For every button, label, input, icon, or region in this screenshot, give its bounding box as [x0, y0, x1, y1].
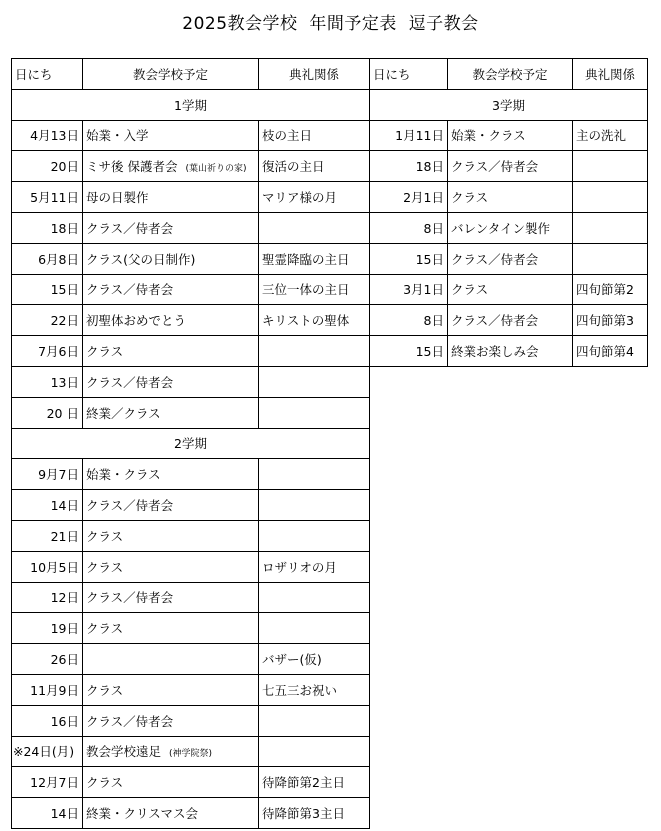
schedule-cell	[83, 582, 259, 613]
ceremony-cell	[573, 243, 648, 274]
date-cell: 9月7日	[12, 459, 83, 490]
date-cell: 13日	[12, 366, 83, 397]
schedule-table-right	[369, 58, 648, 367]
ceremony-cell	[573, 151, 648, 182]
ceremony-cell: 復活の主日	[259, 151, 370, 182]
date-cell: 20 日	[12, 397, 83, 428]
date-cell: 14日	[12, 798, 83, 829]
date-cell: 4月13日	[12, 120, 83, 151]
date-cell: 15日	[370, 336, 448, 367]
ceremony-cell: 四旬節第4	[573, 336, 648, 367]
date-cell: 10月5日	[12, 551, 83, 582]
schedule-cell	[83, 551, 259, 582]
table-row	[12, 305, 370, 336]
schedule-cell	[83, 305, 259, 336]
schedule-cell	[448, 274, 573, 305]
schedule-cell	[448, 151, 573, 182]
ceremony-cell: バザー(仮)	[259, 644, 370, 675]
ceremony-cell: 聖霊降臨の主日	[259, 243, 370, 274]
schedule-cell	[448, 120, 573, 151]
schedule-text: クラス／侍者会	[451, 251, 539, 267]
header-schedule: 教会学校予定	[83, 59, 259, 90]
schedule-cell	[83, 151, 259, 182]
header-schedule: 教会学校予定	[448, 59, 573, 90]
date-cell: 2月1日	[370, 182, 448, 213]
term-header-row	[12, 428, 370, 459]
header-date: 日にち	[12, 59, 83, 90]
table-row	[370, 151, 648, 182]
schedule-cell	[448, 336, 573, 367]
table-row	[370, 336, 648, 367]
header-ceremony: 典礼関係	[259, 59, 370, 90]
term-header-row	[370, 89, 648, 120]
schedule-cell	[83, 397, 259, 428]
schedule-cell	[448, 212, 573, 243]
ceremony-cell	[259, 736, 370, 767]
schedule-cell	[83, 490, 259, 521]
ceremony-cell: 待降節第3主日	[259, 798, 370, 829]
date-cell: 6月8日	[12, 243, 83, 274]
ceremony-cell: ロザリオの月	[259, 551, 370, 582]
schedule-text: クラス／侍者会	[86, 713, 174, 729]
table-row	[12, 120, 370, 151]
schedule-text: 初聖体おめでとう	[86, 313, 187, 329]
schedule-text: ミサ後 保護者会	[86, 159, 178, 175]
schedule-text: クラス	[86, 528, 124, 544]
date-cell: 3月1日	[370, 274, 448, 305]
schedule-text: 終業・クリスマス会	[86, 806, 199, 822]
schedule-text: 終業お楽しみ会	[451, 344, 539, 360]
schedule-cell	[83, 644, 259, 675]
table-row	[12, 212, 370, 243]
ceremony-cell	[573, 182, 648, 213]
table-row	[12, 459, 370, 490]
table-row	[12, 397, 370, 428]
schedule-text: 始業・クラス	[451, 128, 526, 144]
ceremony-cell	[259, 212, 370, 243]
schedule-text: クラス／侍者会	[86, 374, 174, 390]
schedule-cell	[83, 182, 259, 213]
schedule-cell	[83, 212, 259, 243]
date-cell: 18日	[370, 151, 448, 182]
date-cell: 19日	[12, 613, 83, 644]
ceremony-cell	[259, 366, 370, 397]
schedule-text: クラス／侍者会	[451, 313, 539, 329]
schedule-cell	[83, 613, 259, 644]
schedule-cell	[448, 305, 573, 336]
date-cell: ※24日(月)	[12, 736, 83, 767]
term-title: 1学期	[12, 89, 370, 120]
table-row	[370, 274, 648, 305]
schedule-text: クラス	[86, 682, 124, 698]
schedule-cell	[83, 520, 259, 551]
schedule-text: クラス	[86, 621, 124, 637]
schedule-text: クラス	[86, 344, 124, 360]
schedule-text: 終業／クラス	[86, 405, 161, 421]
ceremony-cell: 枝の主日	[259, 120, 370, 151]
date-cell: 7月6日	[12, 336, 83, 367]
ceremony-cell: 四旬節第2	[573, 274, 648, 305]
table-row	[12, 798, 370, 829]
table-row	[12, 336, 370, 367]
date-cell: 1月11日	[370, 120, 448, 151]
table-row	[12, 551, 370, 582]
date-cell: 21日	[12, 520, 83, 551]
ceremony-cell	[259, 705, 370, 736]
table-row	[12, 736, 370, 767]
schedule-table-left	[11, 58, 370, 829]
date-cell: 12月7日	[12, 767, 83, 798]
table-row	[370, 305, 648, 336]
ceremony-cell	[573, 212, 648, 243]
date-cell: 12日	[12, 582, 83, 613]
table-row	[370, 182, 648, 213]
term-title: 3学期	[370, 89, 648, 120]
date-cell: 8日	[370, 305, 448, 336]
schedule-cell	[83, 120, 259, 151]
table-row	[12, 490, 370, 521]
ceremony-cell	[259, 613, 370, 644]
table-row	[370, 243, 648, 274]
ceremony-cell	[259, 582, 370, 613]
schedule-text: クラス／侍者会	[86, 282, 174, 298]
table-row	[12, 767, 370, 798]
table-row	[12, 182, 370, 213]
ceremony-cell: キリストの聖体	[259, 305, 370, 336]
table-row	[12, 243, 370, 274]
schedule-cell	[83, 767, 259, 798]
ceremony-cell	[259, 490, 370, 521]
ceremony-cell	[259, 520, 370, 551]
term-title: 2学期	[12, 428, 370, 459]
schedule-text: クラス(父の日制作)	[86, 251, 196, 267]
schedule-text: 教会学校遠足	[86, 744, 162, 760]
table-row	[370, 120, 648, 151]
date-cell: 22日	[12, 305, 83, 336]
ceremony-cell: マリア様の月	[259, 182, 370, 213]
ceremony-cell: 三位一体の主日	[259, 274, 370, 305]
table-row	[12, 644, 370, 675]
date-cell: 5月11日	[12, 182, 83, 213]
date-cell: 18日	[12, 212, 83, 243]
table-row	[12, 674, 370, 705]
date-cell: 15日	[12, 274, 83, 305]
schedule-text: クラス	[86, 775, 124, 791]
date-cell: 8日	[370, 212, 448, 243]
table-row	[12, 520, 370, 551]
schedule-cell	[83, 274, 259, 305]
header-row	[370, 59, 648, 90]
header-row	[12, 59, 370, 90]
date-cell: 26日	[12, 644, 83, 675]
date-cell: 14日	[12, 490, 83, 521]
table-row	[12, 582, 370, 613]
schedule-text: クラス	[86, 559, 124, 575]
schedule-text: クラス／侍者会	[451, 159, 539, 175]
schedule-cell	[83, 459, 259, 490]
schedule-cell	[83, 705, 259, 736]
table-row	[12, 613, 370, 644]
ceremony-cell: 七五三お祝い	[259, 674, 370, 705]
schedule-text: 始業・クラス	[86, 467, 161, 483]
header-date: 日にち	[370, 59, 448, 90]
table-row	[12, 274, 370, 305]
header-ceremony: 典礼関係	[573, 59, 648, 90]
page-title: 2025教会学校 年間予定表 逗子教会	[182, 14, 479, 34]
schedule-cell	[83, 674, 259, 705]
date-cell: 20日	[12, 151, 83, 182]
schedule-note: (神学院祭)	[169, 749, 213, 760]
ceremony-cell: 主の洗礼	[573, 120, 648, 151]
term-header-row	[12, 89, 370, 120]
schedule-cell	[448, 182, 573, 213]
ceremony-cell: 四旬節第3	[573, 305, 648, 336]
schedule-text: 始業・入学	[86, 128, 149, 144]
schedule-text: バレンタイン製作	[451, 220, 550, 236]
ceremony-cell: 待降節第2主日	[259, 767, 370, 798]
schedule-text: クラス／侍者会	[86, 220, 174, 236]
date-cell: 15日	[370, 243, 448, 274]
schedule-cell	[83, 336, 259, 367]
date-cell: 16日	[12, 705, 83, 736]
schedule-cell	[83, 366, 259, 397]
table-row	[370, 212, 648, 243]
schedule-text: クラス／侍者会	[86, 590, 174, 606]
table-row	[12, 366, 370, 397]
ceremony-cell	[259, 459, 370, 490]
schedule-cell	[448, 243, 573, 274]
table-row	[12, 705, 370, 736]
schedule-text: クラス	[451, 190, 489, 206]
ceremony-cell	[259, 397, 370, 428]
schedule-cell	[83, 736, 259, 767]
ceremony-cell	[259, 336, 370, 367]
schedule-text: クラス／侍者会	[86, 498, 174, 514]
schedule-note: (葉山祈りの家)	[185, 164, 247, 175]
schedule-text: クラス	[451, 282, 489, 298]
schedule-cell	[83, 798, 259, 829]
schedule-cell	[83, 243, 259, 274]
table-row	[12, 151, 370, 182]
date-cell: 11月9日	[12, 674, 83, 705]
schedule-text: 母の日製作	[86, 190, 149, 206]
